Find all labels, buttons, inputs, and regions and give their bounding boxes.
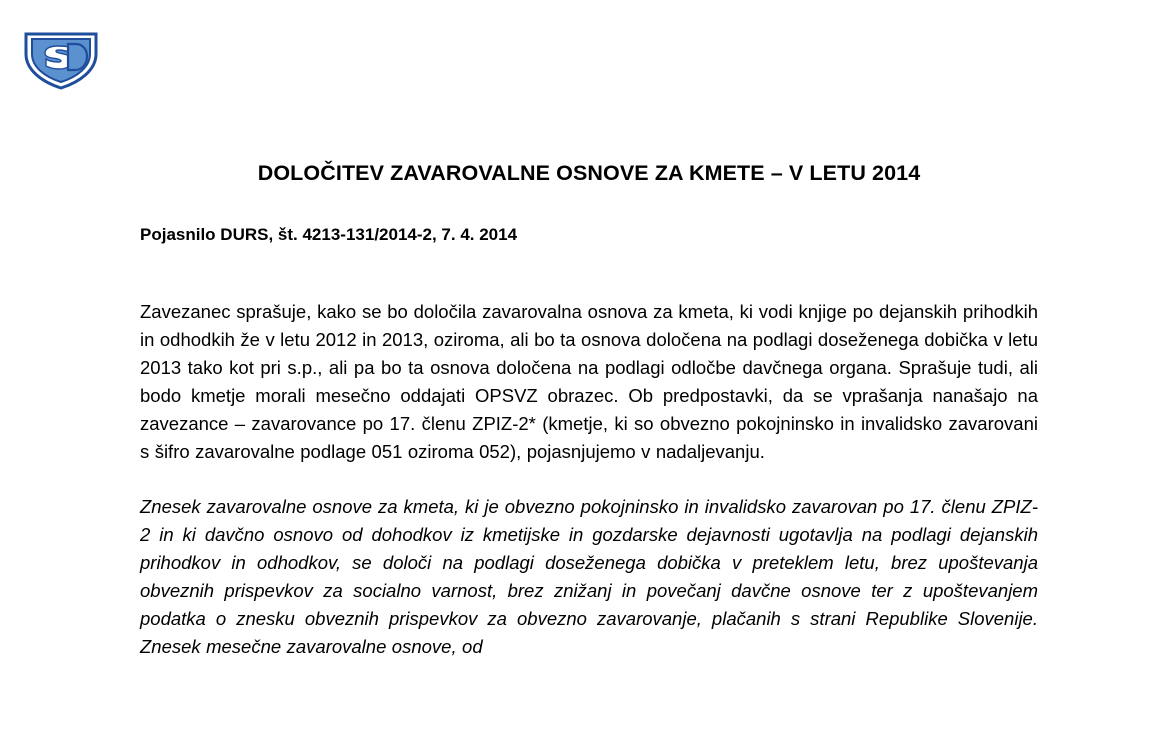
document-body (140, 160, 1038, 661)
document-subtitle: Pojasnilo DURS, št. 4213-131/2014-2, 7. 4. 2014 (140, 224, 518, 244)
page-title: DOLOČITEV ZAVAROVALNE OSNOVE ZA KMETE – V LETU 2014 (257, 161, 921, 185)
paragraph-2: Znesek zavarovalne osnove za kmeta, ki je obvezno pokojninsko in invalidsko zavarovan po 17. členu ZPIZ-2 in ki davčno osnovo od dohodkov iz kmetijske in gozdarske dejavnosti ugotavlja na podlagi dejanskih prihodkov in odhodkov, se določi na podlagi doseženega dobička v preteklem letu, brez upoštevanja obveznih prispevkov za socialno varnost, brez znižanj in povečanj davčne osnove ter z upoštevanjem podatka o znesku obveznih prispevkov za obvezno zavarovanje, plačanih s strani Republike Slovenije. Znesek mesečne zavarovalne osnove, od (140, 495, 1038, 658)
paragraph-1: Zavezanec sprašuje, kako se bo določila zavarovalna osnova za kmeta, ki vodi knjige po dejanskih prihodkih in odhodkih že v letu 2012 in 2013, oziroma, ali bo ta osnova določena na podlagi doseženega dobička v letu 2013 tako kot pri s.p., ali pa bo ta osnova določena na podlagi odločbe davčnega organa. Sprašuje tudi, ali bodo kmetje morali mesečno oddajati OPSVZ obrazec. Ob predpostavki, da se vprašanja nanašajo na zavezance – zavarovance po 17. členu ZPIZ-2* (kmetje, ki so obvezno pokojninsko in invalidsko zavarovani s šifro zavarovalne podlage 051 oziroma 052), pojasnjujemo v nadaljevanju. (140, 300, 1038, 463)
shield-sd-logo-icon (22, 28, 100, 92)
